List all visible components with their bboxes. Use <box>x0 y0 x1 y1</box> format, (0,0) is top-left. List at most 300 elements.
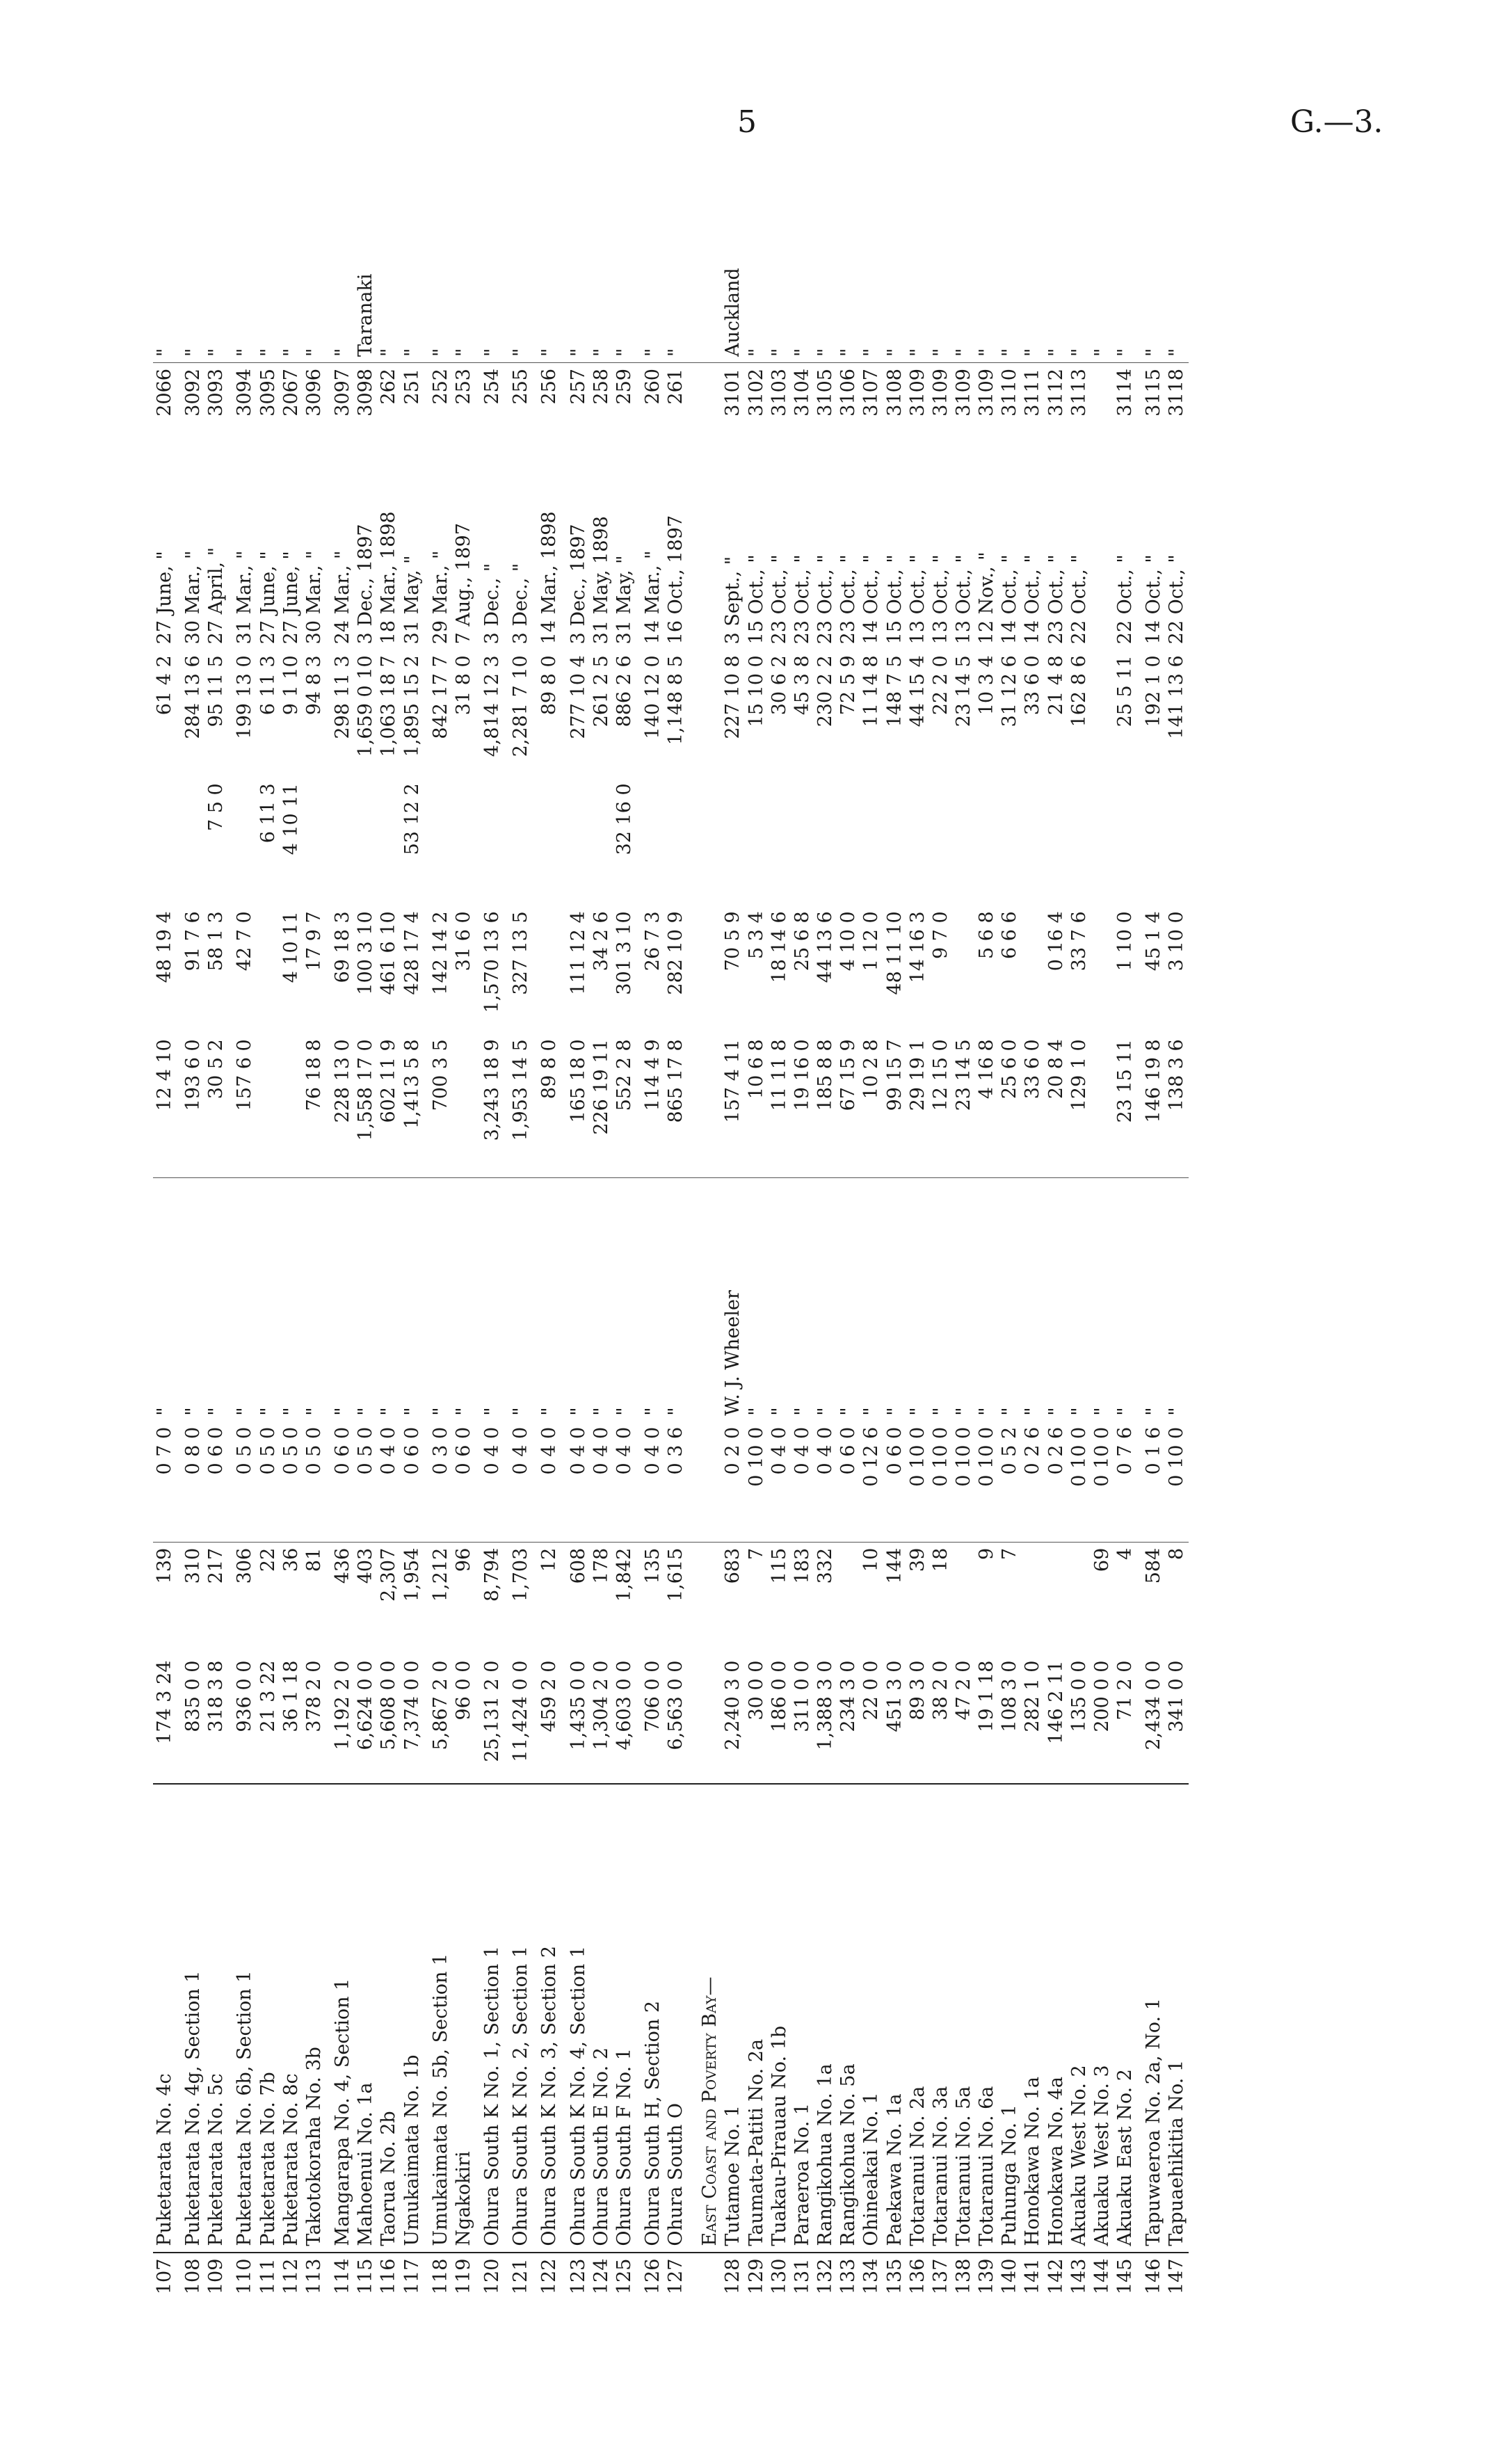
fee-cell: 22 <box>257 1542 280 1654</box>
amount-c-cell <box>952 778 975 905</box>
district-cell: " <box>906 150 929 363</box>
fee-cell: 1,703 <box>504 1542 532 1654</box>
surveyor-cell: " <box>354 1177 377 1422</box>
district-cell: " <box>1165 150 1188 363</box>
amount-b-cell: 1,570 13 6 <box>481 911 504 1013</box>
section-heading-row <box>687 150 721 2319</box>
area-cell: 6,624 0 0 <box>355 1660 377 1750</box>
surveyor-cell: " <box>424 1177 452 1422</box>
total-cell: 10 3 4 <box>976 655 998 716</box>
block-name-cell: Taorua No. 2b <box>377 1784 400 2253</box>
amount-a-cell <box>280 1033 303 1177</box>
reference-number-cell: 3094 <box>234 369 256 417</box>
amount-c-cell <box>325 778 354 905</box>
rate-cell: 0 4 0 <box>791 1426 813 1475</box>
reference-number-cell: 3118 <box>1166 369 1188 417</box>
rate-cell: 0 4 0 <box>378 1426 400 1475</box>
surveyor-cell: " <box>837 1177 860 1422</box>
date-cell: 27 April, " <box>205 547 227 645</box>
date-cell: 3 Dec., 1897 <box>567 524 589 645</box>
amount-a-cell: 25 6 0 <box>999 1039 1021 1100</box>
fee-cell: 584 <box>1136 1542 1165 1654</box>
surveyor-cell: " <box>860 1177 883 1422</box>
reference-number-cell: 3096 <box>303 369 325 417</box>
reference-number-cell: 3102 <box>745 369 767 417</box>
amount-b-cell: 4 10 11 <box>280 911 302 983</box>
area-cell: 174 3 24 <box>154 1660 175 1744</box>
amount-c-cell <box>590 778 613 905</box>
table-row <box>1045 150 1068 2319</box>
row-number-cell: 146 <box>1136 2253 1165 2319</box>
amount-c-cell <box>636 778 664 905</box>
amount-a-cell: 12 15 0 <box>929 1039 951 1111</box>
reference-number-cell: 259 <box>613 369 635 405</box>
amount-b-cell: 100 3 10 <box>355 911 377 995</box>
block-name-cell: Paraeroa No. 1 <box>791 1784 814 2253</box>
fee-cell: 115 <box>768 1542 791 1654</box>
row-number-cell: 132 <box>814 2253 837 2319</box>
date-cell: 13 Oct., " <box>906 554 929 645</box>
area-cell: 30 0 0 <box>745 1660 767 1721</box>
date-cell: 23 Oct., " <box>791 554 813 645</box>
row-number-cell: 121 <box>504 2253 532 2319</box>
district-cell: " <box>664 150 687 363</box>
district-cell: " <box>975 150 998 363</box>
total-cell: 261 2 5 <box>590 655 612 727</box>
reference-number-cell: 2066 <box>154 369 175 417</box>
table-row <box>1068 150 1091 2319</box>
fee-cell: 139 <box>153 1542 176 1654</box>
date-cell: 14 Mar., 1898 <box>538 511 561 645</box>
table-row <box>636 150 664 2319</box>
district-cell: " <box>745 150 768 363</box>
amount-c-cell <box>768 778 791 905</box>
row-number-cell: 123 <box>561 2253 590 2319</box>
amount-c-cell: 4 10 11 <box>280 783 302 855</box>
date-cell: 27 June, " <box>257 551 279 645</box>
table-row <box>791 150 814 2319</box>
district-cell: " <box>1045 150 1068 363</box>
date-cell: 24 Mar., " <box>332 550 354 645</box>
empty-cell <box>687 363 721 460</box>
row-number-cell: 124 <box>590 2253 613 2319</box>
total-cell: 95 11 5 <box>205 655 227 727</box>
reference-number-cell: 261 <box>665 369 687 405</box>
district-cell: " <box>325 150 354 363</box>
table-row <box>303 150 325 2319</box>
block-name-cell: Rangikohua No. 5a <box>837 1784 860 2253</box>
table-row <box>883 150 906 2319</box>
row-number-cell: 108 <box>176 2253 204 2319</box>
amount-c-cell <box>906 778 929 905</box>
row-number-cell: 136 <box>906 2253 929 2319</box>
area-cell: 5,867 2 0 <box>429 1660 451 1750</box>
amount-c-cell <box>1114 778 1136 905</box>
amount-a-cell: 129 1 0 <box>1068 1039 1090 1111</box>
district-cell: " <box>883 150 906 363</box>
amount-c-cell: 32 16 0 <box>613 783 635 855</box>
block-name-cell: Totaranui No. 5a <box>952 1784 975 2253</box>
surveyor-cell: " <box>768 1177 791 1422</box>
row-number-cell: 128 <box>721 2253 744 2319</box>
total-cell: 21 4 8 <box>1045 655 1067 716</box>
amount-a-cell: 157 4 11 <box>722 1039 744 1123</box>
district-cell: " <box>1136 150 1165 363</box>
total-cell: 94 8 3 <box>303 655 325 716</box>
row-number-cell: 107 <box>153 2253 176 2319</box>
district-cell: " <box>475 150 504 363</box>
date-cell: 3 Dec., " <box>510 563 532 645</box>
row-number-cell: 144 <box>1091 2253 1114 2319</box>
block-name-cell: Akuaku West No. 2 <box>1068 1784 1091 2253</box>
block-name-cell: Puketarata No. 4c <box>153 1784 176 2253</box>
fee-cell: 96 <box>452 1542 475 1654</box>
rate-cell: 0 10 0 <box>929 1426 951 1487</box>
table-row <box>1165 150 1188 2319</box>
total-cell: 72 5 9 <box>837 655 860 716</box>
district-cell: " <box>561 150 590 363</box>
reference-number-cell: 3110 <box>999 369 1021 417</box>
amount-b-cell: 70 5 9 <box>722 911 744 972</box>
reference-number-cell: 252 <box>429 369 451 405</box>
ledger-body <box>153 150 1189 2319</box>
table-row <box>906 150 929 2319</box>
amount-b-cell: 45 1 4 <box>1143 911 1165 972</box>
district-cell: " <box>929 150 952 363</box>
empty-cell <box>687 1033 721 1177</box>
district-cell: " <box>377 150 400 363</box>
fee-cell: 36 <box>280 1542 303 1654</box>
surveyor-cell: W. J. Wheeler <box>721 1177 744 1422</box>
block-name-cell: Puketarata No. 4g, Section 1 <box>176 1784 204 2253</box>
rate-cell: 0 5 0 <box>355 1426 377 1475</box>
row-number-cell: 139 <box>975 2253 998 2319</box>
surveyor-cell: " <box>1068 1177 1091 1422</box>
amount-c-cell <box>1165 778 1188 905</box>
district-cell: " <box>401 150 424 363</box>
date-cell: 30 Mar., " <box>182 550 204 645</box>
amount-a-cell: 1,558 17 0 <box>355 1039 377 1141</box>
district-cell: " <box>424 150 452 363</box>
block-name-cell: Mangarapa No. 4, Section 1 <box>325 1784 354 2253</box>
rate-cell: 0 6 0 <box>205 1426 227 1475</box>
fee-cell: 39 <box>906 1542 929 1654</box>
block-name-cell: Takotokoraha No. 3b <box>303 1784 325 2253</box>
amount-c-cell <box>1021 778 1044 905</box>
table-row <box>452 150 475 2319</box>
surveyor-cell: " <box>561 1177 590 1422</box>
row-number-cell: 113 <box>303 2253 325 2319</box>
amount-a-cell: 1,953 14 5 <box>510 1039 532 1141</box>
amount-b-cell: 1 10 0 <box>1114 911 1136 972</box>
total-cell: 11 14 8 <box>860 655 883 727</box>
total-cell: 31 12 6 <box>999 655 1021 727</box>
surveyor-cell: " <box>1136 1177 1165 1422</box>
amount-b-cell: 5 3 4 <box>745 911 767 960</box>
amount-a-cell: 10 6 8 <box>745 1039 767 1100</box>
amount-c-cell <box>664 778 687 905</box>
amount-c-cell <box>1091 778 1114 905</box>
district-cell: " <box>613 150 636 363</box>
reference-number-cell: 256 <box>538 369 561 405</box>
date-cell: 3 Sept., " <box>722 556 744 645</box>
rate-cell: 0 4 0 <box>567 1426 589 1475</box>
rate-cell: 0 8 0 <box>182 1426 204 1475</box>
table-row <box>532 150 561 2319</box>
total-cell: 23 14 5 <box>953 655 974 727</box>
amount-b-cell: 58 1 3 <box>205 911 227 972</box>
empty-cell <box>687 905 721 1033</box>
reference-number-cell: 3111 <box>1022 369 1044 417</box>
amount-a-cell: 11 11 8 <box>768 1039 790 1111</box>
fee-cell: 9 <box>975 1542 998 1654</box>
surveyor-cell: " <box>929 1177 952 1422</box>
reference-number-cell: 3097 <box>332 369 354 417</box>
surveyor-cell: " <box>504 1177 532 1422</box>
surveyor-cell: " <box>636 1177 664 1422</box>
amount-b-cell: 282 10 9 <box>665 911 687 995</box>
amount-a-cell: 138 3 6 <box>1166 1039 1188 1111</box>
amount-b-cell: 48 19 4 <box>154 911 175 983</box>
area-cell: 71 2 0 <box>1114 1660 1136 1721</box>
table-row <box>837 150 860 2319</box>
table-row <box>975 150 998 2319</box>
date-cell: 7 Aug., 1897 <box>452 522 474 645</box>
rate-cell: 0 6 0 <box>452 1426 474 1475</box>
amount-b-cell: 44 13 6 <box>814 911 837 983</box>
total-cell: 1,063 18 7 <box>378 655 400 757</box>
table-row <box>176 150 204 2319</box>
table-row <box>664 150 687 2319</box>
surveyor-cell: " <box>1165 1177 1188 1422</box>
total-cell: 44 15 4 <box>906 655 929 727</box>
table-row <box>1091 150 1114 2319</box>
amount-c-cell <box>303 778 325 905</box>
amount-b-cell: 111 12 4 <box>567 911 589 995</box>
surveyor-cell: " <box>906 1177 929 1422</box>
area-cell: 1,388 3 0 <box>814 1660 837 1750</box>
amount-c-cell: 53 12 2 <box>401 783 423 855</box>
area-cell: 4,603 0 0 <box>613 1660 635 1750</box>
date-cell: 3 Dec., " <box>481 563 504 645</box>
reference-number-cell: 257 <box>567 369 589 405</box>
total-cell: 298 11 3 <box>332 655 354 739</box>
rate-cell: 0 4 0 <box>590 1426 612 1475</box>
amount-a-cell: 4 16 8 <box>976 1039 998 1100</box>
table-row <box>325 150 354 2319</box>
table-row <box>401 150 424 2319</box>
amount-a-cell <box>452 1033 475 1177</box>
surveyor-cell: " <box>664 1177 687 1422</box>
block-name-cell: Ohineakai No. 1 <box>860 1784 883 2253</box>
rate-cell: 0 6 0 <box>401 1426 423 1475</box>
reference-number-cell: 3098 <box>355 369 377 417</box>
row-number-cell: 116 <box>377 2253 400 2319</box>
amount-a-cell: 30 5 2 <box>205 1039 227 1100</box>
table-row <box>354 150 377 2319</box>
amount-b-cell: 42 7 0 <box>234 911 256 972</box>
amount-b-cell: 3 10 0 <box>1166 911 1188 972</box>
row-number-cell: 134 <box>860 2253 883 2319</box>
date-cell: 30 Mar., " <box>303 550 325 645</box>
surveyor-cell: " <box>814 1177 837 1422</box>
fee-cell: 8,794 <box>475 1542 504 1654</box>
area-cell: 2,434 0 0 <box>1143 1660 1165 1750</box>
amount-b-cell: 142 14 2 <box>429 911 451 995</box>
amount-c-cell: 6 11 3 <box>257 783 279 844</box>
amount-b-cell <box>532 905 561 1033</box>
amount-c-cell <box>424 778 452 905</box>
table-row <box>424 150 452 2319</box>
surveyor-cell: " <box>257 1177 280 1422</box>
fee-cell: 12 <box>532 1542 561 1654</box>
amount-a-cell <box>1091 1033 1114 1177</box>
reference-number-cell: 3115 <box>1143 369 1165 417</box>
total-cell: 22 2 0 <box>929 655 951 716</box>
area-cell: 6,563 0 0 <box>665 1660 687 1750</box>
rate-cell: 0 10 0 <box>1091 1426 1113 1487</box>
area-cell: 341 0 0 <box>1166 1660 1188 1732</box>
row-number-cell: 131 <box>791 2253 814 2319</box>
surveyor-cell: " <box>280 1177 303 1422</box>
block-name-cell: Ohura South E No. 2 <box>590 1784 613 2253</box>
area-cell: 146 2 11 <box>1045 1660 1067 1744</box>
amount-a-cell: 552 2 8 <box>613 1039 635 1111</box>
table-row <box>504 150 532 2319</box>
table-row <box>377 150 400 2319</box>
row-number-cell: 111 <box>257 2253 280 2319</box>
amount-b-cell: 91 7 6 <box>182 911 204 972</box>
block-name-cell: Umukaimata No. 1b <box>401 1784 424 2253</box>
reference-number-cell: 3109 <box>906 369 929 417</box>
surveyor-cell: " <box>532 1177 561 1422</box>
table-row <box>153 150 176 2319</box>
surveyor-cell: " <box>613 1177 636 1422</box>
district-cell: " <box>590 150 613 363</box>
date-cell: 22 Oct., " <box>1114 554 1136 645</box>
area-cell: 318 3 8 <box>205 1660 227 1732</box>
empty-cell <box>687 460 721 650</box>
row-number-cell: 117 <box>401 2253 424 2319</box>
date-cell: 31 May, 1898 <box>590 516 612 645</box>
area-cell: 451 3 0 <box>883 1660 906 1732</box>
total-cell: 9 1 10 <box>280 655 302 716</box>
fee-cell: 7 <box>998 1542 1021 1654</box>
surveyor-cell: " <box>401 1177 424 1422</box>
total-cell: 140 12 0 <box>641 655 664 739</box>
row-number-cell: 127 <box>664 2253 687 2319</box>
table-row <box>1021 150 1044 2319</box>
rate-cell: 0 5 2 <box>999 1426 1021 1475</box>
date-cell: 31 May, " <box>401 555 423 645</box>
amount-a-cell: 865 17 8 <box>665 1039 687 1123</box>
amount-a-cell: 23 15 11 <box>1114 1039 1136 1123</box>
date-cell: 29 Mar., " <box>429 550 451 645</box>
fee-cell: 1,842 <box>613 1542 636 1654</box>
amount-b-cell: 69 18 3 <box>332 911 354 983</box>
fee-cell: 1,212 <box>424 1542 452 1654</box>
block-name-cell: Ohura South K No. 1, Section 1 <box>475 1784 504 2253</box>
table-row <box>1114 150 1136 2319</box>
amount-b-cell: 31 6 0 <box>452 911 474 972</box>
amount-c-cell: 7 5 0 <box>205 783 227 832</box>
surveyor-cell: " <box>952 1177 975 1422</box>
date-cell: 13 Oct., " <box>929 554 951 645</box>
empty-cell <box>687 2253 721 2319</box>
block-name-cell: Akuaku West No. 3 <box>1091 1784 1114 2253</box>
amount-c-cell <box>814 778 837 905</box>
amount-a-cell: 114 4 9 <box>641 1039 664 1111</box>
amount-b-cell <box>257 905 280 1033</box>
block-name-cell: Ohura South H, Section 2 <box>636 1784 664 2253</box>
surveyor-cell: " <box>883 1177 906 1422</box>
amount-a-cell: 23 14 5 <box>953 1039 974 1111</box>
rate-cell: 0 10 0 <box>906 1426 929 1487</box>
area-cell: 21 3 22 <box>257 1660 279 1732</box>
rate-cell: 0 4 0 <box>613 1426 635 1475</box>
reference-number-cell: 254 <box>481 369 504 405</box>
fee-cell: 306 <box>227 1542 256 1654</box>
amount-b-cell: 327 13 5 <box>510 911 532 995</box>
amount-c-cell <box>1136 778 1165 905</box>
rate-cell: 0 5 0 <box>234 1426 256 1475</box>
block-name-cell: Rangikohua No. 1a <box>814 1784 837 2253</box>
reference-number-cell: 258 <box>590 369 612 405</box>
amount-b-cell: 5 6 8 <box>976 911 998 960</box>
row-number-cell: 125 <box>613 2253 636 2319</box>
fee-cell: 81 <box>303 1542 325 1654</box>
surveyor-cell: " <box>791 1177 814 1422</box>
amount-c-cell <box>860 778 883 905</box>
table-row <box>204 150 227 2319</box>
rate-cell: 0 1 6 <box>1143 1426 1165 1475</box>
row-number-cell: 145 <box>1114 2253 1136 2319</box>
district-cell: " <box>1068 150 1091 363</box>
date-cell: 31 May, " <box>613 555 635 645</box>
rate-cell: 0 7 0 <box>154 1426 175 1475</box>
rate-cell: 0 12 6 <box>860 1426 883 1487</box>
reference-number-cell: 3103 <box>768 369 790 417</box>
fee-cell: 18 <box>929 1542 952 1654</box>
rate-cell: 0 4 0 <box>481 1426 504 1475</box>
block-name-cell: Honokawa No. 1a <box>1021 1784 1044 2253</box>
surveyor-cell: " <box>227 1177 256 1422</box>
amount-c-cell <box>227 778 256 905</box>
total-cell: 277 10 4 <box>567 655 589 739</box>
total-cell: 15 10 0 <box>745 655 767 727</box>
amount-c-cell <box>1045 778 1068 905</box>
empty-cell <box>687 1177 721 1422</box>
amount-c-cell <box>837 778 860 905</box>
date-cell <box>1091 460 1114 650</box>
amount-c-cell <box>532 778 561 905</box>
total-cell: 886 2 6 <box>613 655 635 727</box>
surveyor-cell: " <box>153 1177 176 1422</box>
rate-cell: 0 4 0 <box>814 1426 837 1475</box>
row-number-cell: 133 <box>837 2253 860 2319</box>
block-name-cell: Mahoenui No. 1a <box>354 1784 377 2253</box>
surveyor-cell: " <box>1114 1177 1136 1422</box>
total-cell <box>1091 650 1114 778</box>
rate-cell: 0 2 0 <box>722 1426 744 1475</box>
amount-b-cell: 25 6 8 <box>791 911 813 972</box>
date-cell: 23 Oct., " <box>768 554 790 645</box>
total-cell: 6 11 3 <box>257 655 279 716</box>
reference-number-cell: 2067 <box>280 369 302 417</box>
reference-number-cell: 255 <box>510 369 532 405</box>
total-cell: 4,814 12 3 <box>481 655 504 757</box>
total-cell: 31 8 0 <box>452 655 474 716</box>
